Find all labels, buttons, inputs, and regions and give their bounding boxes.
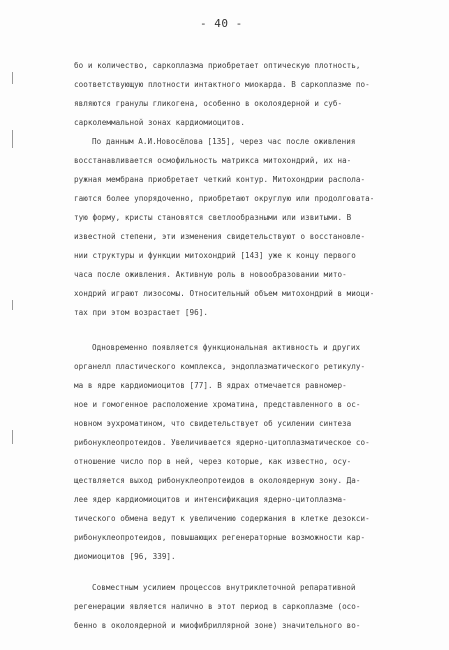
text-line: рибонуклеопротеидов. Увеличивается ядерно-цитоплазматическое со-: [74, 438, 370, 447]
text-line: являются гранулы гликогена, особенно в околоядерной и суб-: [74, 99, 343, 108]
text-line: отношение число пор в ней, через которые, как известно, осу-: [74, 457, 352, 466]
text-line: тую форму, кристы становятся светлообразными или извитыми. В: [74, 213, 352, 222]
page-number: - 40 -: [200, 17, 243, 30]
text-line: Одновременно появляется функциональная активность и других: [92, 343, 361, 352]
text-line: органелл пластического комплекса, эндоплазматического ретикулу-: [74, 362, 366, 371]
text-line: рибонуклеопротеидов, повышающих регенераторные возможности кар-: [74, 533, 366, 542]
text-line: ма в ядре кардиомиоцитов [77]. В ядрах отмечается равномер-: [74, 381, 347, 390]
text-line: Совместным усилием процессов внутриклеточной репаративной: [92, 583, 356, 592]
text-line: регенерации является налично в этот период в саркоплазме (осо-: [74, 602, 361, 611]
text-line: тах при этом возрастает [96].: [74, 308, 209, 317]
text-line: хондрий играют лизосомы. Относительный объем митохондрий в миоци-: [74, 289, 375, 298]
text-line: сарколеммальной зонах кардиомиоцитов.: [74, 118, 246, 127]
text-line: бенно в околоядерной и миофибриллярной зоне) значительного во-: [74, 621, 361, 630]
margin-mark: [12, 130, 13, 148]
text-line: новном эухроматином, что свидетельствует об усилении синтеза: [74, 419, 352, 428]
text-line: известной степени, эти изменения свидетельствуют о восстановле-: [74, 232, 366, 241]
text-line: гаются более упорядоченно, приобретают округлую или продолговата-: [74, 194, 375, 203]
text-line: ное и гомогенное расположение хроматина, представленного в ос-: [74, 400, 361, 409]
margin-mark: [12, 430, 13, 444]
text-line: соответствующую плотности интактного миокарда. В саркоплазме по-: [74, 80, 370, 89]
text-line: По данным А.И.Новосёлова [135], через час после оживления: [92, 137, 356, 146]
text-line: восстанавливается осмофильность матрикса митохондрий, их на-: [74, 156, 352, 165]
margin-mark: [12, 72, 13, 84]
text-line: ществляется выход рибонуклеопротеидов в околоядерную зону. Да-: [74, 476, 361, 485]
text-line: бо и количество, саркоплазма приобретает оптическую плотность,: [74, 61, 361, 70]
text-line: лее ядер кардиомиоцитов и интенсификация ядерно-цитоплазма-: [74, 495, 347, 504]
text-line: часа после оживления. Активную роль в новообразовании мито-: [74, 270, 347, 279]
text-line: диомиоцитов [96, 339].: [74, 552, 176, 561]
text-line: тического обмена ведут к увеличению содержания в клетке дезокси-: [74, 514, 370, 523]
margin-mark: [12, 300, 13, 310]
text-line: нии структуры и функции митохондрий [143] уже к концу первого: [74, 251, 356, 260]
text-line: ружная мембрана приобретает четкий контур. Митохондрии распола-: [74, 175, 366, 184]
